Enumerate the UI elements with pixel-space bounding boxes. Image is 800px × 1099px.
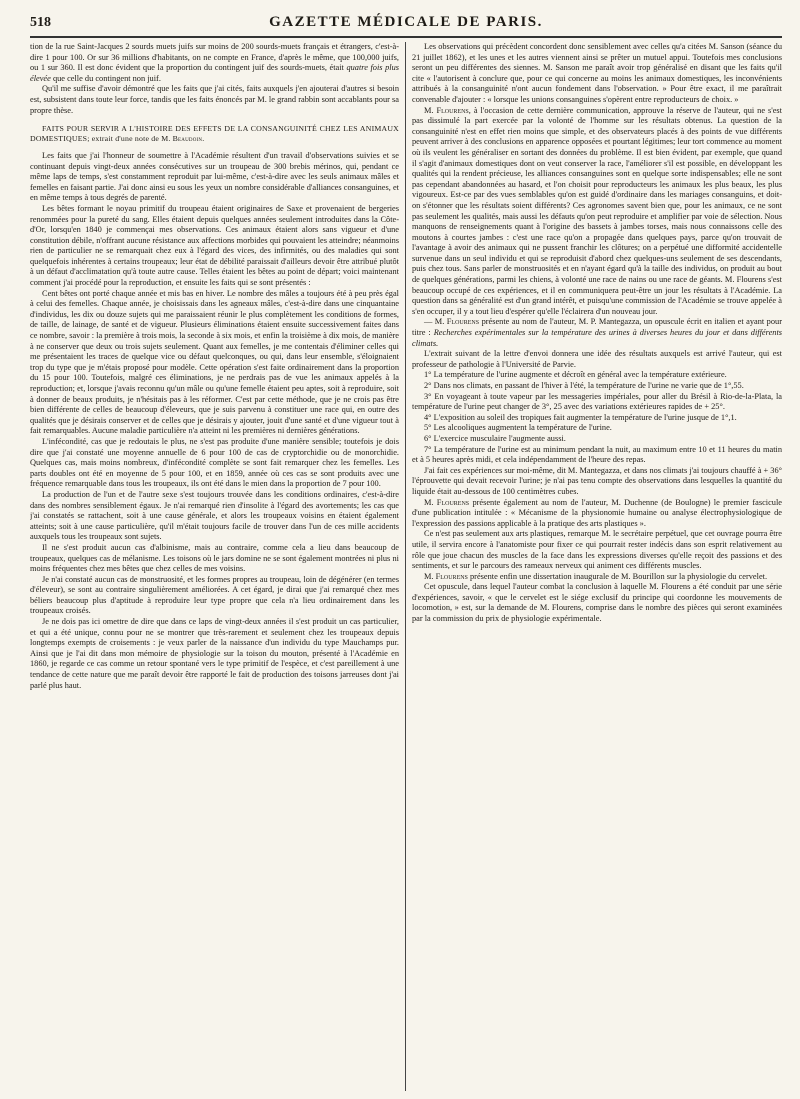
page-header	[30, 14, 782, 38]
list-item: 6° L'exercice musculaire l'augmente aussi.	[424, 433, 566, 443]
speaker-name: M. Flourens	[424, 497, 470, 507]
paragraph: Il ne s'est produit aucun cas d'albinisme, mais au contraire, comme cela a lieu dans beaucoup de troupeaux, quelques cas de mélanisme. Les toisons où le jars domine ne se sont également montrées ni plus ni moins fréquentes chez mes bêtes que chez celles de mes voisins.	[30, 542, 399, 574]
paragraph: M. Flourens, à l'occasion de cette dernière communication, approuve la réserve de l'auteur, qui ne s'est pas dissimulé la part exercée par la volonté de l'homme sur les résultats obtenus. La question de la consanguinité n'est en effet rien moins que simple, et des observateurs placés à des points de vue différents peuvent arriver à des conclusions en apparence opposées et pourtant légitimes; leur tort commence au moment où ils veulent les généraliser en sortant des données du problème. Il est bien évident, par exemple, que quand il s'agit d'animaux domestiques dont on veut conserver la race, l'améliorer s'il est possible, en développant les qualités qui la rendent précieuse, les alliances consanguines sont en quelque sorte indispensables; elle ne sont pas cependant abandonnées au hasard, et l'on choisit pour reproducteurs les animaux les plus beaux, les plus vigoureux. Est-ce par des vues semblables qu'on est guidé d'ordinaire dans les mariages consanguins, et doit-on s'étonner que les résultats soient différents? Ces agronomes savent bien que, pour les animaux, ce ne sont pas seulement les qualités, mais aussi les défauts qu'on peut reproduire et amplifier par voie de sélection. Nous manquons de renseignements quant à l'origine des bassets à jambes torses, mais nous connaissons celle des moutons à courtes jambes : c'est une race qu'on a propagée dans quelques pays, parce qu'on trouvait de l'avantage à avoir des animaux qui ne pussent franchir les clôtures; on a perpétué une difformité accidentelle survenue dans un seul individu et qui se reproduisit d'abord chez quelques-uns seulement de ses descendants, puis chez tous. Sans parler de monstruosités et en n'ayant égard qu'à la taille des individus, on produit au bout de quelques générations, parmi les chiens, à volonté une race de nains ou une race de géants. M. Flourens s'est beaucoup occupé de ces expériences, et il en communiquera peut-être un jour les résultats à l'Académie. La question dans sa généralité est d'un grand intérêt, et puisqu'une commission de l'Académie se trouve appelée à s'en occuper, il y a tout lieu d'espérer qu'elle l'éclairera d'un nouveau jour.	[412, 105, 782, 316]
speaker-name: M. Flourens	[424, 571, 468, 581]
list-item: 7° La température de l'urine est au minimum pendant la nuit, au maximum entre 10 et 11 heures du matin et à 5 heures après midi, et cela indépendamment de l'heure des repas.	[412, 444, 782, 465]
paragraph: Je ne dois pas ici omettre de dire que dans ce laps de vingt-deux années il s'est produit un cas particulier, et qui a été unique, connu pour ne se montrer que très-rarement et seulement chez les troupeaux depuis longtemps exempts de croisements : je veux parler de la naissance d'un individu du type Mauchamps pur. Ainsi que je l'ai dit dans mon mémoire de physiologie sur la toison du mouton, présenté à l'Académie en 1860, je regarde ce cas comme un retour spontané vers le type primitif de l'espèce, et c'est pareillement à une tendance de cette nature que me paraît devoir être rapporté le fait de production des toisons jarreuses dont j'ai parlé plus haut.	[30, 617, 399, 690]
paragraph: Les bêtes formant le noyau primitif du troupeau étaient originaires de Saxe et provenaient de bergeries renommées pour la pureté du sang. Elles étaient depuis quelques années seulement introduites dans la Côte-d'Or, lorsqu'en 1840 je commençai mes observations. Ces animaux étaient alors sans vigueur et d'une constitution débile, n'offrant aucune résistance aux affections morbides qui pouvaient les atteindre; néanmoins rien de particulier ne se remarquait chez eux à l'égard des vices, des infirmités, ou des maladies qui sont quelquefois inhérentes à certains troupeaux; leur état de débilité paraissait d'ailleurs devoir être attribué plutôt à un défaut d'acclimatation qu'à toute autre cause. Telles étaient les bêtes au point de départ; voici maintenant comment j'ai procédé pour la reproduction, et ensuite les faits qui se sont présentés :	[30, 203, 399, 288]
paragraph: Ce n'est pas seulement aux arts plastiques, remarque M. le secrétaire perpétuel, que cet ouvrage pourra être utile, il servira encore à l'anatomiste pour fixer ce qui pourrait rester indécis dans son esprit relativement au rôle que joue chacun des muscles de la face dans les expressions diverses qu'elle reçoit des passions et des sentiments, et sur le parcours des rameaux nerveux qui animent ces différents muscles.	[412, 529, 782, 571]
list-item: 3° En voyageant à toute vapeur par les messageries impériales, pour aller du Brésil à Rio-de-la-Plata, la température de l'urine peut changer de 3°, 25 avec des variations extérieures rapides de + 25°.	[412, 391, 782, 412]
paragraph: L'infécondité, cas que je redoutais le plus, ne s'est pas produite d'une manière sensible; toutefois je dois dire que j'ai constaté une moyenne annuelle de 6 pour 100 de cas de cryptorchidie ou de monorchidie. Quelques cas, mais moins nombreux, d'infécondité complète se sont fait remarquer chez les femelles. Les parts doubles ont été en moyenne de 5 pour 100, et en 1859, année où ces cas se sont produits avec une fréquence remarquable dans tous les troupeaux, ils ont été dans le mien dans la proportion de 7 pour 100.	[30, 436, 399, 489]
paragraph: Cent bêtes ont porté chaque année et mis bas en hiver. Le nombre des mâles a toujours été à peu près égal à celui des femelles. Chaque année, je choisissais dans les agneaux mâles, c'est-à-dire dans une cinquantaine d'individus, les dix ou douze sujets qui me paraissaient réunir le plus complètement les conditions de formes, de taille, de lainage, de santé et de vigueur. Plusieurs éliminations étaient ensuite successivement faites dans ce nombre, savoir : la première à trois mois, la seconde à six mois, et enfin la troisième à dix mois, de manière à ne conserver que deux ou trois sujets seulement. Quant aux femelles, je me contentais d'éliminer celles qui me présentaient les traces de quelque vice ou défaut quelconques, ou qui, dans leur ensemble, s'éloignaient trop du type que je m'étais proposé pour modèle. Cette opération s'est faite ordinairement dans la proportion du 15 pour 100. Toutefois, malgré ces éliminations, je ne perdrais pas de vue les animaux appelés à la reproduction; et, lorsque j'avais reconnu qu'un mâle ou qu'une femelle étaient peu aptes, soit à reproduire, soit à donner de beaux produits, je n'hésitais pas à les réformer. C'est par cette méthode, que je ne crois pas être bien différente de celles de beaucoup d'éleveurs, que je suis parvenu à constituer une race qui, en outre des qualités que je désirais conserver et de celles que je désirais y ajouter, jouit d'une santé et d'une vigueur tout à fait remarquables. Aucune maladie particulière n'a atteint ni les premières ni dernières générations.	[30, 288, 399, 436]
article-columns	[30, 42, 782, 1091]
paragraph: tion de la rue Saint-Jacques 2 sourds muets juifs sur moins de 200 sourds-muets français et étrangers, c'est-à-dire 1 pour 100. Or sur 36 millions d'habitants, on ne compte en France, d'après le même, que 100,000 juifs, ou 1 sur 360. Il est donc évident que la proportion du contingent juif des sourds-muets, était quatre fois plus élevée que celle du contingent non juif.	[30, 42, 399, 83]
list-item: 4° L'exposition au soleil des tropiques fait augmenter la température de l'urine jusque de 1°,1.	[424, 412, 737, 422]
paragraph: Les observations qui précèdent concordent donc sensiblement avec celles qu'a citées M. Sanson (séance du 21 juillet 1862), et les unes et les autres viennent ainsi se prêter un mutuel appui. Toutefois mes conclusions seront un peu différentes des siennes. M. Sanson me paraît avoir trop généralisé en disant que les faits qu'il cite « l'autorisent à conclure que, pour ce qui concerne au moins les animaux domestiques, les inconvénients attribués à la consanguinité n'ont aucun fondement dans l'observation. » Pour être exact, il me paraîtrait convenable d'ajouter : « lorsque les unions consanguines s'opèrent entre reproducteurs de choix. »	[412, 42, 782, 104]
paragraph: M. Flourens présente également au nom de l'auteur, M. Duchenne (de Boulogne) le premier fascicule d'une publication intitulée : « Mécanisme de la physionomie humaine ou analyse électrophysiologique de l'expression des passions applicable à la pratique des arts plastiques ».	[412, 497, 782, 528]
section-author: Beaudoin.	[172, 134, 205, 144]
paragraph: — M. Flourens présente au nom de l'auteur, M. P. Mantegazza, un opuscule écrit en italien et ayant pour titre : Recherches expérimentales sur la température des urines à diverses heures du jour et dans différents climats.	[412, 317, 782, 348]
right-column	[406, 42, 782, 1091]
paragraph: La production de l'un et de l'autre sexe s'est toujours trouvée dans les conditions ordinaires, c'est-à-dire dans des nombres sensiblement égaux. Je n'ai remarqué rien d'insolite à l'égard des avortements; les cas que j'ai constatés se rattachent, soit à une cause générale, et alors les troupeaux voisins en étaient également atteints; soit à une cause particulière, qu'il m'était toujours facile de trouver dans l'un de ces mille accidents auxquels tous les troupeaux sont sujets.	[30, 489, 399, 542]
paragraph: L'extrait suivant de la lettre d'envoi donnera une idée des résultats auxquels est arrivé l'auteur, qui est professeur de pathologie à l'Université de Parvie.	[412, 349, 782, 369]
page-number: 518	[30, 15, 51, 30]
paragraph: Je n'ai constaté aucun cas de monstruosité, et les formes propres au troupeau, loin de dégénérer (en termes d'éleveur), se sont au contraire singulièrement améliorées. A cet égard, je dirai que j'ai remarqué chez mes béliers beaucoup plus d'aptitude à reproduire leur type propre que cela n'a lieu ordinairement dans les troupeaux croisés.	[30, 574, 399, 616]
speaker-name: — M. Flourens	[424, 317, 480, 327]
paragraph: M. Flourens présente enfin une dissertation inaugurale de M. Bourillon sur la physiologie du cervelet.	[424, 571, 768, 581]
left-column	[30, 42, 406, 1091]
emphasis: quatre fois plus élevée	[30, 63, 399, 83]
list-item: 2° Dans nos climats, en passant de l'hiver à l'été, la température de l'urine ne varie que de 1°,55.	[424, 381, 744, 390]
journal-title: GAZETTE MÉDICALE DE PARIS.	[269, 14, 543, 30]
list-item: 5° Les alcooliques augmentent la température de l'urine.	[424, 423, 612, 433]
list-item: 1° La température de l'urine augmente et décroît en général avec la température extérieure.	[424, 370, 727, 380]
paragraph: J'ai fait ces expériences sur moi-même, dit M. Mantegazza, et dans nos climats j'ai toujours chauffé à + 36° l'éprouvette qui devait recevoir l'urine; je n'ai pas tenu compte des observations dans lesquelles la quantité du liquide était au-dessous de 100 centimètres cubes.	[412, 465, 782, 496]
speaker-name: M. Flourens,	[424, 105, 471, 115]
paragraph: Les faits que j'ai l'honneur de soumettre à l'Académie résultent d'un travail d'observations suivies et se continuant depuis vingt-deux années consécutives sur un troupeau de 300 brebis mérinos, qui, pendant ce même laps de temps, s'est constamment reproduit par lui-même, c'est-à-dire avec les seuls animaux mâles et femelles en faisant partie. J'ai donc ainsi eu sous les yeux un nombre considérable d'alliances consanguines, et en même temps à tous degrés de parenté.	[30, 150, 399, 203]
paragraph: Qu'il me suffise d'avoir démontré que les faits que j'ai cités, faits auxquels j'en ajouterai d'autres si besoin est, subsistent dans toute leur force, tandis que les faits énoncés par M. le grand rabbin sont accablants pour sa propre thèse.	[30, 84, 399, 115]
paragraph: Cet opuscule, dans lequel l'auteur combat la conclusion à laquelle M. Flourens a été conduit par une série d'expériences, savoir, « que le cervelet est le siége exclusif du principe qui coordonne les mouvements de locomotion, » est, sur la demande de M. Flourens, comprise dans le nombre des pièces qui seront examinées par la commission du prix de physiologie expérimentale.	[412, 582, 782, 624]
section-heading: FAITS POUR SERVIR A L'HISTOIRE DES EFFETS DE LA CONSANGUINITÉ CHEZ LES ANIMAUX DOMESTIQUES; extrait d'une note de M. Beaudoin.	[30, 124, 399, 144]
work-title: Recherches expérimentales sur la température des urines à diverses heures du jour et dans différents climats.	[412, 328, 782, 348]
